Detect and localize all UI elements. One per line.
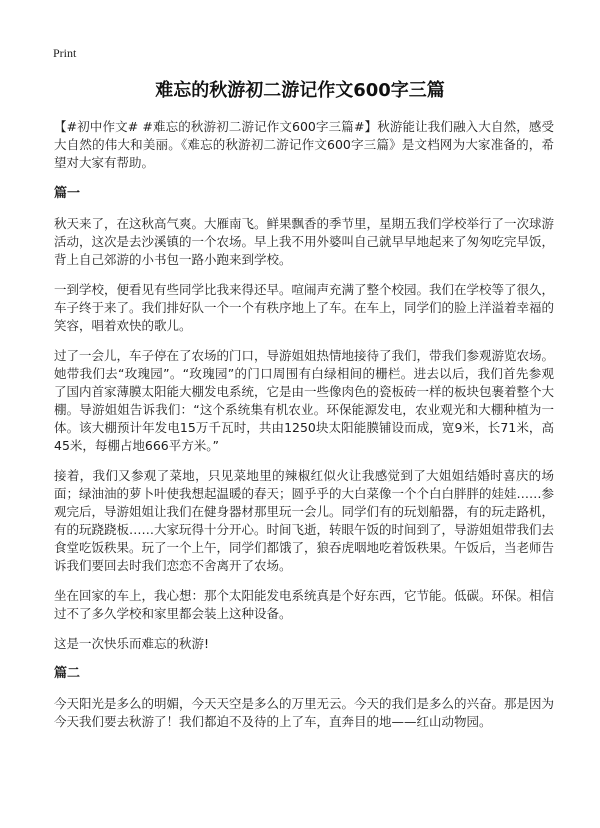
section-heading: 篇二 (54, 666, 81, 681)
paragraph: 坐在回家的车上，我心想：那个太阳能发电系统真是个好东西，它节能。低碳。环保。相信过不了多久学校和家里都会装上这种设备。 (54, 588, 555, 621)
print-link[interactable]: Print (53, 46, 77, 60)
section-1 (54, 185, 554, 653)
paragraph: 秋天来了，在这秋高气爽。大雁南飞。鲜果飘香的季节里，星期五我们学校举行了一次球游活动，这次是去沙溪镇的一个农场。早上我不用外婆叫自己就早早地起来了匆匆吃完早饭，背上自己郊游的小书包一路小跑来到学校。 (54, 216, 555, 267)
article-title: 难忘的秋游初二游记作文600字三篇 (155, 80, 445, 101)
paragraph: 接着，我们又参观了菜地，只见菜地里的辣椒红似火让我感觉到了大姐姐结婚时喜庆的场面；绿油油的萝卜叶使我想起温暖的春天；圆乎乎的大白菜像一个个白白胖胖的娃娃……参观完后，导游姐姐让我们在健身器材那里玩一会儿。同学们有的玩划船器，有的玩走路机，有的玩跷跷板……大家玩得十分开心。时间飞逝，转眼午饭的时间到了，导游姐姐带我们去食堂吃饭秩果。玩了一个上午，同学们都饿了，狼吞虎咽地吃着饭秩果。午饭后，当老师告诉我们要回去时我们恋恋不舍离开了农场。 (54, 468, 555, 573)
section-2 (54, 665, 554, 731)
intro-paragraph: 【#初中作文# #难忘的秋游初二游记作文600字三篇#】秋游能让我们融入大自然，感受大自然的伟大和美丽。《难忘的秋游初二游记作文600字三篇》是文档网为大家准备的，希望对大家有帮助。 (54, 119, 554, 170)
paragraph: 一到学校，便看见有些同学比我来得还早。喧闹声充满了整个校园。我们在学校等了很久，车子终于来了。我们排好队一个一个有秩序地上了车。在车上，同学们的脸上洋溢着幸福的笑容，唱着欢快的歌儿。 (54, 282, 555, 333)
section-heading: 篇一 (54, 186, 81, 201)
article-body (54, 118, 554, 743)
paragraph: 这是一次快乐而难忘的秋游! (54, 636, 210, 651)
paragraph: 过了一会儿，车子停在了农场的门口，导游姐姐热情地接待了我们，带我们参观游览农场。她带我们去“玫瑰园”。“玫瑰园”的门口周围有白绿相间的栅栏。进去以后，我们首先参观了国内首家薄膜太阳能大棚发电系统，它是由一些像肉色的瓷板砖一样的板块包裹着整个大棚。导游姐姐告诉我们：“这个系统集有机农业。环保能源发电，农业观光和大棚种植为一体。该大棚预计年发电15万千瓦时，共由1250块太阳能膜铺设而成，宽9米，长71米，高45米，每棚占地666平方米。” (54, 348, 555, 453)
paragraph: 今天阳光是多么的明媚，今天天空是多么的万里无云。今天的我们是多么的兴奋。那是因为今天我们要去秋游了！我们都迫不及待的上了车，直奔目的地——红山动物园。 (54, 696, 555, 729)
